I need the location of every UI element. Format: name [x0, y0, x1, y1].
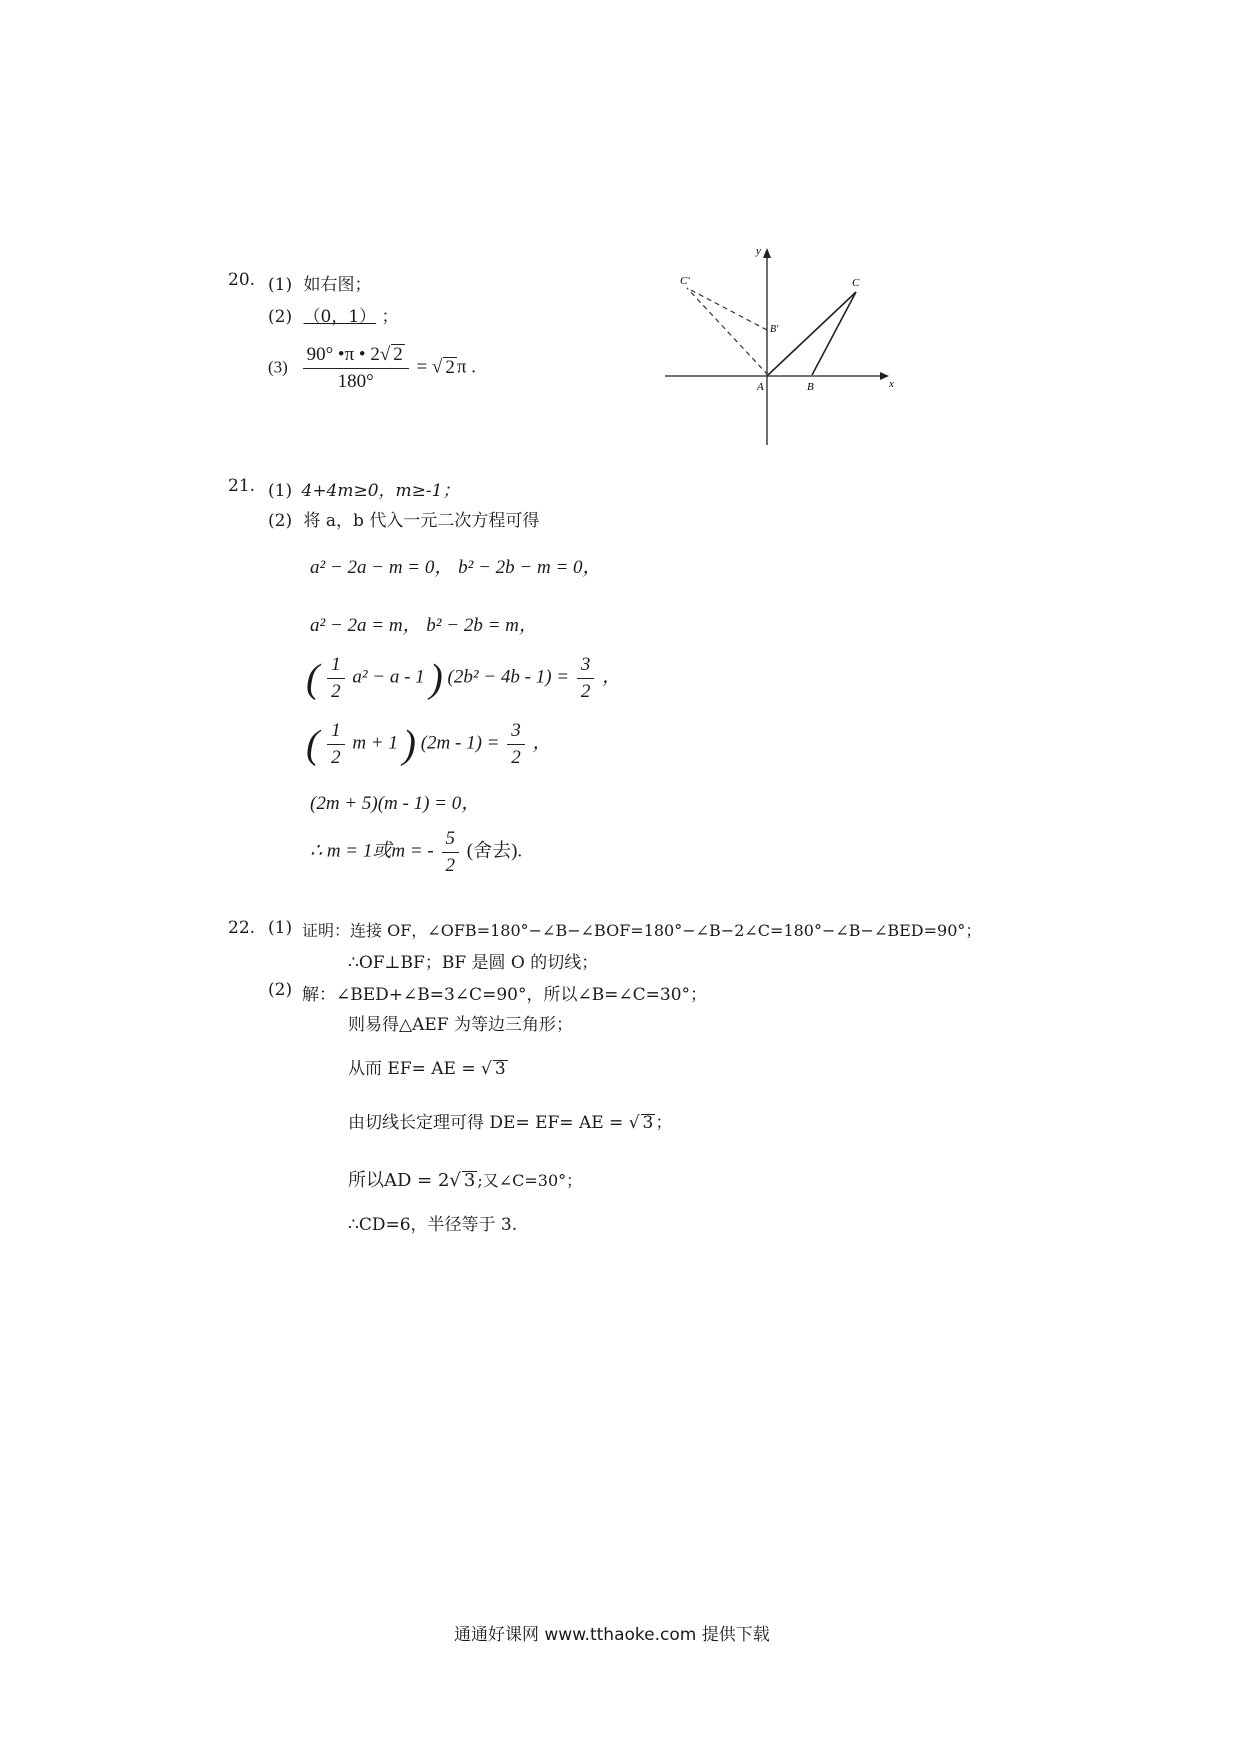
q20-part3 [268, 344, 476, 393]
q21-line2: a² − 2a = m， b² − 2b = m， [310, 615, 538, 636]
q21-part1 [268, 476, 459, 501]
q21-line6-prefix: ∴ m = 1或m = - [310, 840, 434, 862]
q21-line3-half-num: 1 [327, 654, 345, 679]
q22-part1-line2: ∴OF⊥BF；BF 是圆 O 的切线； [348, 953, 599, 973]
q20-part2-answer: （0，1） [303, 307, 377, 327]
q20-part3-denominator: 180° [337, 370, 374, 392]
left-paren-icon: ( [306, 655, 320, 701]
q22-line4-suffix: ； [655, 1113, 673, 1133]
q21-line4-inner2: (2m - 1) = [420, 732, 500, 754]
q21-line4-rhs-num: 3 [507, 720, 525, 745]
q21-line4 [306, 720, 552, 769]
q20-part3-fraction [303, 344, 409, 393]
sqrt-sign-icon: √ [481, 1059, 492, 1079]
q22-part2-line1: 解：∠BED+∠B=3∠C=90°，所以∠B=∠C=30°； [302, 985, 708, 1005]
segment-BprimeC-prime-dashed [687, 288, 767, 330]
x-axis-arrow-icon [880, 372, 889, 380]
q22-line5-prefix: 所以AD = 2 [348, 1170, 450, 1191]
q22-part1-label: (1) [268, 918, 293, 938]
q22-part2-line5 [348, 1166, 582, 1192]
q20-part3-numerator-text: 90° •π • 2 [306, 344, 380, 365]
q20-part3-equals: = [416, 356, 432, 378]
label-point-C-prime: C' [680, 275, 690, 287]
q21-line4-inner1: m + 1 [352, 732, 398, 754]
q20-part3-rhs-sqrt: 2 [445, 356, 455, 378]
q21-line3-rhs-den: 2 [580, 680, 591, 702]
q22-part2-line3 [348, 1054, 508, 1079]
left-paren-icon: ( [306, 721, 320, 767]
label-point-B: B [807, 381, 814, 393]
q22-part2-line2: 则易得△AEF 为等边三角形； [348, 1015, 573, 1035]
sqrt-sign-icon: √ [449, 1170, 461, 1191]
segment-AC-prime-dashed [687, 288, 768, 375]
label-point-C: C [852, 277, 860, 289]
sqrt-sign-icon: √ [379, 344, 391, 365]
q21-line3-inner1: a² − a - 1 [352, 666, 425, 688]
q21-part2-text: 将 a，b 代入一元二次方程可得 [303, 511, 540, 531]
q22-line4-prefix: 由切线长定理可得 DE= EF= AE = [348, 1113, 624, 1133]
q21-line4-half-den: 2 [331, 746, 341, 768]
q20-diagram [660, 240, 900, 450]
q21-part2-label: (2) [268, 511, 293, 531]
q22-line5-sqrt: 3 [463, 1170, 476, 1191]
q21-line3-half [327, 654, 345, 703]
q20-part2 [268, 302, 399, 327]
segment-BC [812, 292, 856, 375]
q21-line4-rhs [507, 720, 525, 769]
q21-number: 21. [228, 476, 256, 496]
q21-line5: (2m + 5)(m - 1) = 0， [310, 793, 481, 814]
sqrt-sign-icon: √ [431, 356, 443, 378]
q21-line3-half-den: 2 [331, 680, 341, 702]
sqrt-sign-icon: √ [628, 1113, 640, 1133]
q21-line3-rhs-num: 3 [577, 654, 595, 679]
q21-line6-frac-den: 2 [445, 854, 456, 876]
q21-line6-frac [442, 828, 460, 877]
q21-line3-suffix: ， [602, 666, 622, 688]
q22-part1-line1: 证明：连接 OF，∠OFB=180°−∠B−∠BOF=180°−∠B−2∠C=180°−∠B−∠BED=90°； [302, 921, 982, 940]
q21-line4-suffix: ， [532, 732, 552, 754]
q21-line4-half [327, 720, 345, 769]
q20-part3-rhs-suffix: π . [456, 356, 477, 378]
q21-line3-inner2: (2b² − 4b - 1) = [447, 666, 570, 688]
q22-part2-label: (2) [268, 980, 293, 1000]
q20-part3-sqrt-arg: 2 [393, 344, 403, 365]
q21-line6 [310, 828, 522, 877]
q21-line4-rhs-den: 2 [511, 746, 521, 768]
right-paren-icon: ) [402, 721, 416, 767]
q22-line3-prefix: 从而 EF= AE = [348, 1059, 476, 1079]
q20-part3-numerator [303, 344, 409, 369]
segment-AC [768, 292, 856, 375]
q22-line3-sqrt: 3 [494, 1059, 506, 1079]
q22-part2-line6: ∴CD=6，半径等于 3. [348, 1215, 518, 1235]
label-axis-y: y [756, 245, 761, 257]
q22-line4-sqrt: 3 [642, 1113, 654, 1133]
y-axis-arrow-icon [763, 248, 771, 258]
q21-line4-half-num: 1 [327, 720, 345, 745]
q21-part2 [268, 506, 539, 531]
q21-part1-label: (1) [268, 481, 293, 501]
q20-part1-label: (1) [268, 275, 293, 295]
label-point-A: A [757, 381, 764, 393]
label-axis-x: x [889, 378, 894, 390]
q21-line6-frac-num: 5 [442, 828, 460, 853]
q20-number: 20. [228, 270, 256, 290]
q21-line3-rhs [577, 654, 595, 703]
q20-part3-label: (3) [268, 357, 288, 377]
q20-part1-text: 如右图； [303, 275, 372, 295]
q22-line5-suffix: ;又∠C=30°； [477, 1171, 583, 1190]
q20-part2-suffix: ； [381, 307, 399, 327]
q21-part1-text: 4+4m≥0，m≥-1； [301, 481, 460, 501]
page-footer: 通通好课网 www.tthaoke.com 提供下载 [454, 1625, 770, 1645]
q20-part1 [268, 270, 372, 295]
q22-number: 22. [228, 918, 256, 938]
q22-part2-line4 [348, 1108, 672, 1133]
label-point-B-prime: B' [770, 324, 779, 335]
q20-part2-label: (2) [268, 307, 293, 327]
q21-line6-suffix: (舍去). [466, 840, 523, 862]
q21-line1: a² − 2a − m = 0， b² − 2b − m = 0， [310, 557, 602, 578]
q21-line3 [306, 654, 621, 703]
right-paren-icon: ) [429, 655, 443, 701]
